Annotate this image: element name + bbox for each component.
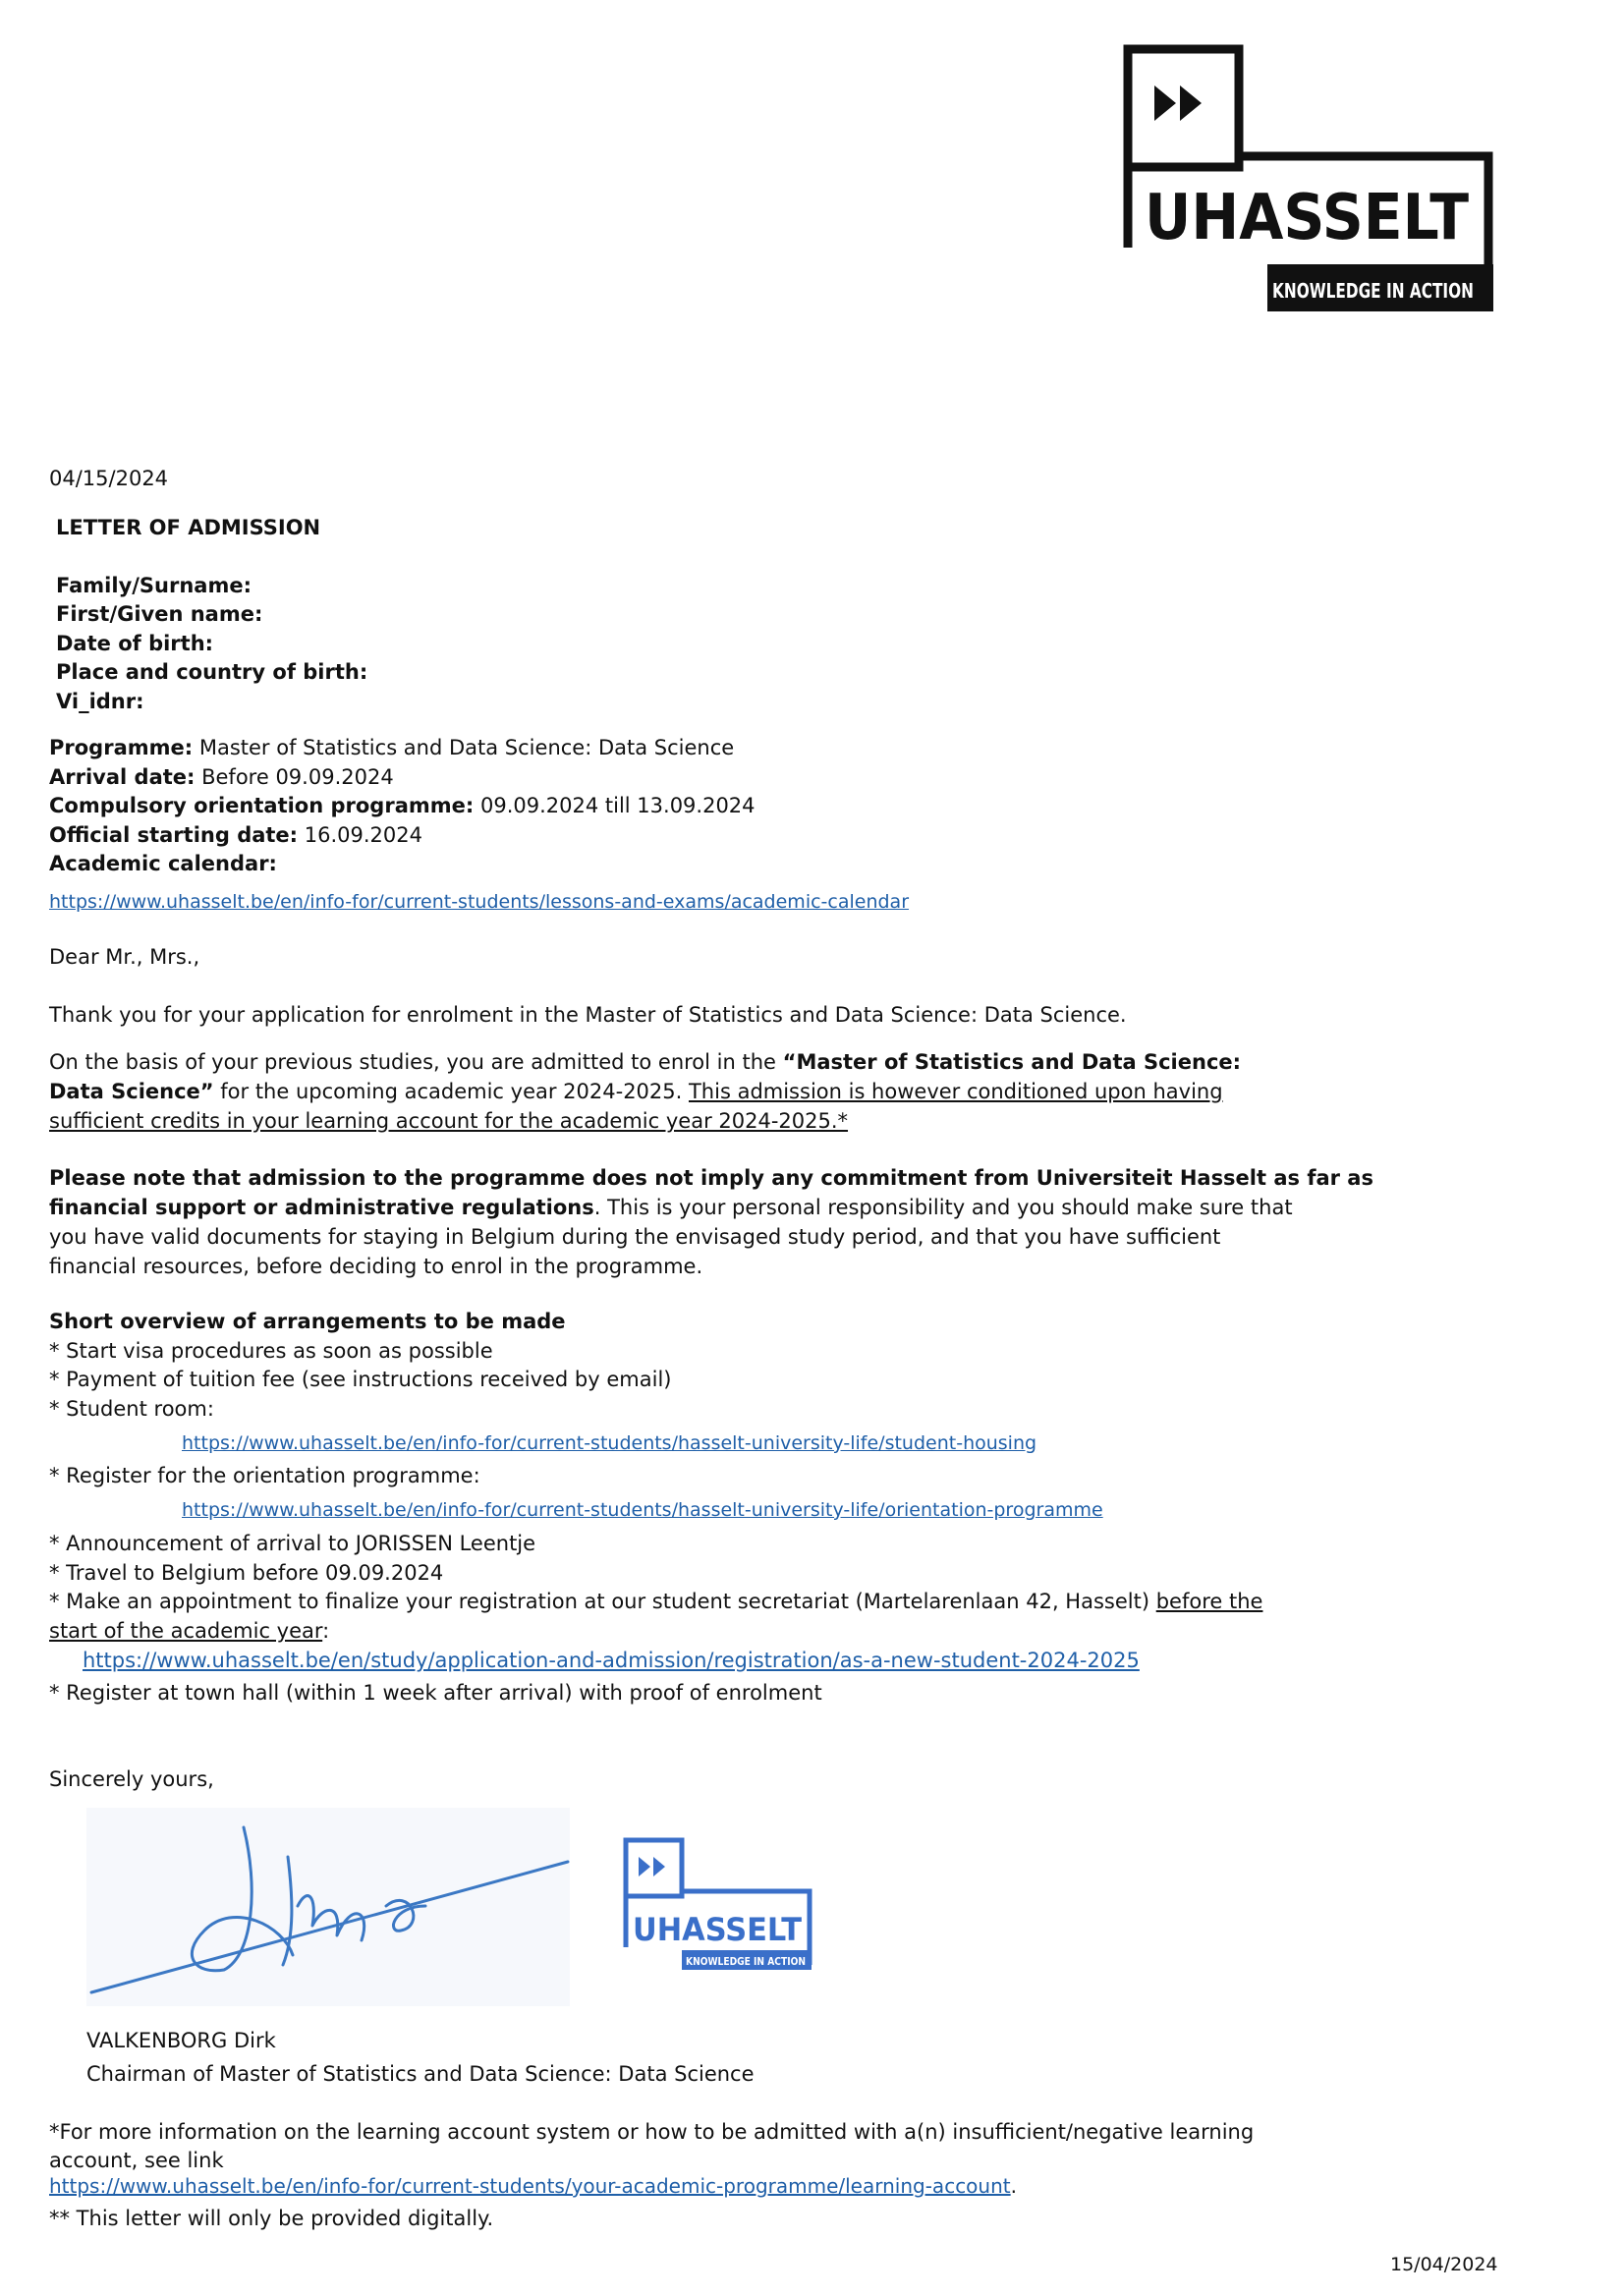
signer-name: VALKENBORG Dirk (86, 2029, 276, 2052)
note-text-3: financial resources, before deciding to enrol in the programme. (49, 1255, 703, 1278)
thanks-paragraph: Thank you for your application for enrolment in the Master of Statistics and Data Science: Data Science. (49, 1003, 1127, 1027)
appointment-text: * Make an appointment to finalize your registration at our student secretariat (Martelarenlaan 42, Hasselt) (49, 1590, 1156, 1613)
date-of-birth-label: Date of birth: (56, 632, 214, 655)
admission-text-start: On the basis of your previous studies, you are admitted to enrol in the (49, 1050, 783, 1074)
footnote-text-2: account, see link (49, 2149, 224, 2172)
learning-account-link[interactable]: https://www.uhasselt.be/en/info-for/current-students/your-academic-programme/learning-account (49, 2174, 1011, 2198)
overview-visa: * Start visa procedures as soon as possible (49, 1339, 493, 1363)
footnote-link-line (49, 2171, 1017, 2201)
arrival-value: Before 09.09.2024 (201, 765, 394, 789)
stamp-tagline: KNOWLEDGE IN ACTION (686, 1955, 806, 1968)
overview-travel: * Travel to Belgium before 09.09.2024 (49, 1561, 444, 1585)
overview-townhall: * Register at town hall (within 1 week after arrival) with proof of enrolment (49, 1681, 822, 1705)
arrival-label: Arrival date: (49, 765, 196, 789)
footnote-period: . (1010, 2174, 1017, 2198)
programme-line (49, 733, 734, 762)
admission-paragraph (49, 1047, 1241, 1136)
programme-label: Programme: (49, 736, 194, 759)
orientation-value: 09.09.2024 till 13.09.2024 (479, 794, 756, 817)
vi-idnr-label: Vi_idnr: (56, 690, 144, 713)
letter-title: LETTER OF ADMISSION (56, 516, 321, 539)
place-of-birth-label: Place and country of birth: (56, 660, 368, 684)
orientation-line (49, 791, 756, 820)
digital-note: ** This letter will only be provided digitally. (49, 2207, 494, 2230)
admission-text-mid: for the upcoming academic year 2024-2025. (213, 1080, 689, 1103)
closing-sincerely: Sincerely yours, (49, 1767, 214, 1791)
admission-condition-2: sufficient credits in your learning account for the academic year 2024-2025.* (49, 1109, 849, 1133)
registration-link[interactable]: https://www.uhasselt.be/en/study/application-and-admission/registration/as-a-new-student-2024-2025 (83, 1649, 1140, 1672)
overview-orientation: * Register for the orientation programme: (49, 1464, 480, 1487)
appointment-underline-1: before the (1155, 1590, 1263, 1613)
overview-tuition: * Payment of tuition fee (see instructions received by email) (49, 1368, 672, 1391)
orientation-link[interactable]: https://www.uhasselt.be/en/info-for/current-students/hasselt-university-life/orientation-programme (182, 1499, 1103, 1521)
start-date-line (49, 820, 422, 850)
arrival-line (49, 762, 394, 792)
overview-announce: * Announcement of arrival to JORISSEN Leentje (49, 1532, 536, 1555)
admission-programme-2: Data Science” (49, 1080, 214, 1103)
calendar-link[interactable]: https://www.uhasselt.be/en/info-for/current-students/lessons-and-exams/academic-calendar (49, 891, 910, 913)
logo-tagline: KNOWLEDGE IN ACTION (1272, 279, 1474, 303)
overview-heading: Short overview of arrangements to be made (49, 1310, 566, 1333)
admission-programme-1: “Master of Statistics and Data Science: (782, 1050, 1242, 1074)
note-bold-1: Please note that admission to the programme does not imply any commitment from Universiteit Hasselt as far as (49, 1166, 1373, 1190)
footnote-text-1: *For more information on the learning account system or how to be admitted with a(n) insufficient/negative learning (49, 2120, 1255, 2144)
programme-value: Master of Statistics and Data Science: Data Science (198, 736, 735, 759)
stamp-icon (623, 1837, 814, 1975)
signature-image (86, 1808, 570, 2006)
note-bold-2: financial support or administrative regulations (49, 1196, 594, 1219)
note-text-2: you have valid documents for staying in Belgium during the envisaged study period, and that you have sufficient (49, 1225, 1221, 1249)
footer-date: 15/04/2024 (1390, 2254, 1498, 2275)
appointment-colon: : (322, 1619, 330, 1643)
calendar-label: Academic calendar: (49, 852, 277, 875)
start-date-label: Official starting date: (49, 823, 299, 847)
note-paragraph (49, 1163, 1373, 1281)
signer-role: Chairman of Master of Statistics and Data Science: Data Science (86, 2062, 755, 2086)
logo-wordmark: UHASSELT (1145, 182, 1470, 254)
uhasselt-logo-icon (1125, 46, 1493, 311)
orientation-label: Compulsory orientation programme: (49, 794, 475, 817)
note-text-1: . This is your personal responsibility and you should make sure that (593, 1196, 1293, 1219)
salutation: Dear Mr., Mrs., (49, 945, 200, 969)
start-date-value: 16.09.2024 (304, 823, 423, 847)
overview-room: * Student room: (49, 1397, 214, 1421)
surname-label: Family/Surname: (56, 574, 252, 597)
student-housing-link[interactable]: https://www.uhasselt.be/en/info-for/current-students/hasselt-university-life/student-housing (182, 1432, 1037, 1454)
given-name-label: First/Given name: (56, 602, 263, 626)
admission-condition-1: This admission is however conditioned upon having (688, 1080, 1223, 1103)
stamp-wordmark: UHASSELT (633, 1911, 803, 1948)
appointment-underline-2: start of the academic year (49, 1619, 323, 1643)
letter-date: 04/15/2024 (49, 467, 169, 490)
overview-appointment (49, 1587, 1262, 1646)
